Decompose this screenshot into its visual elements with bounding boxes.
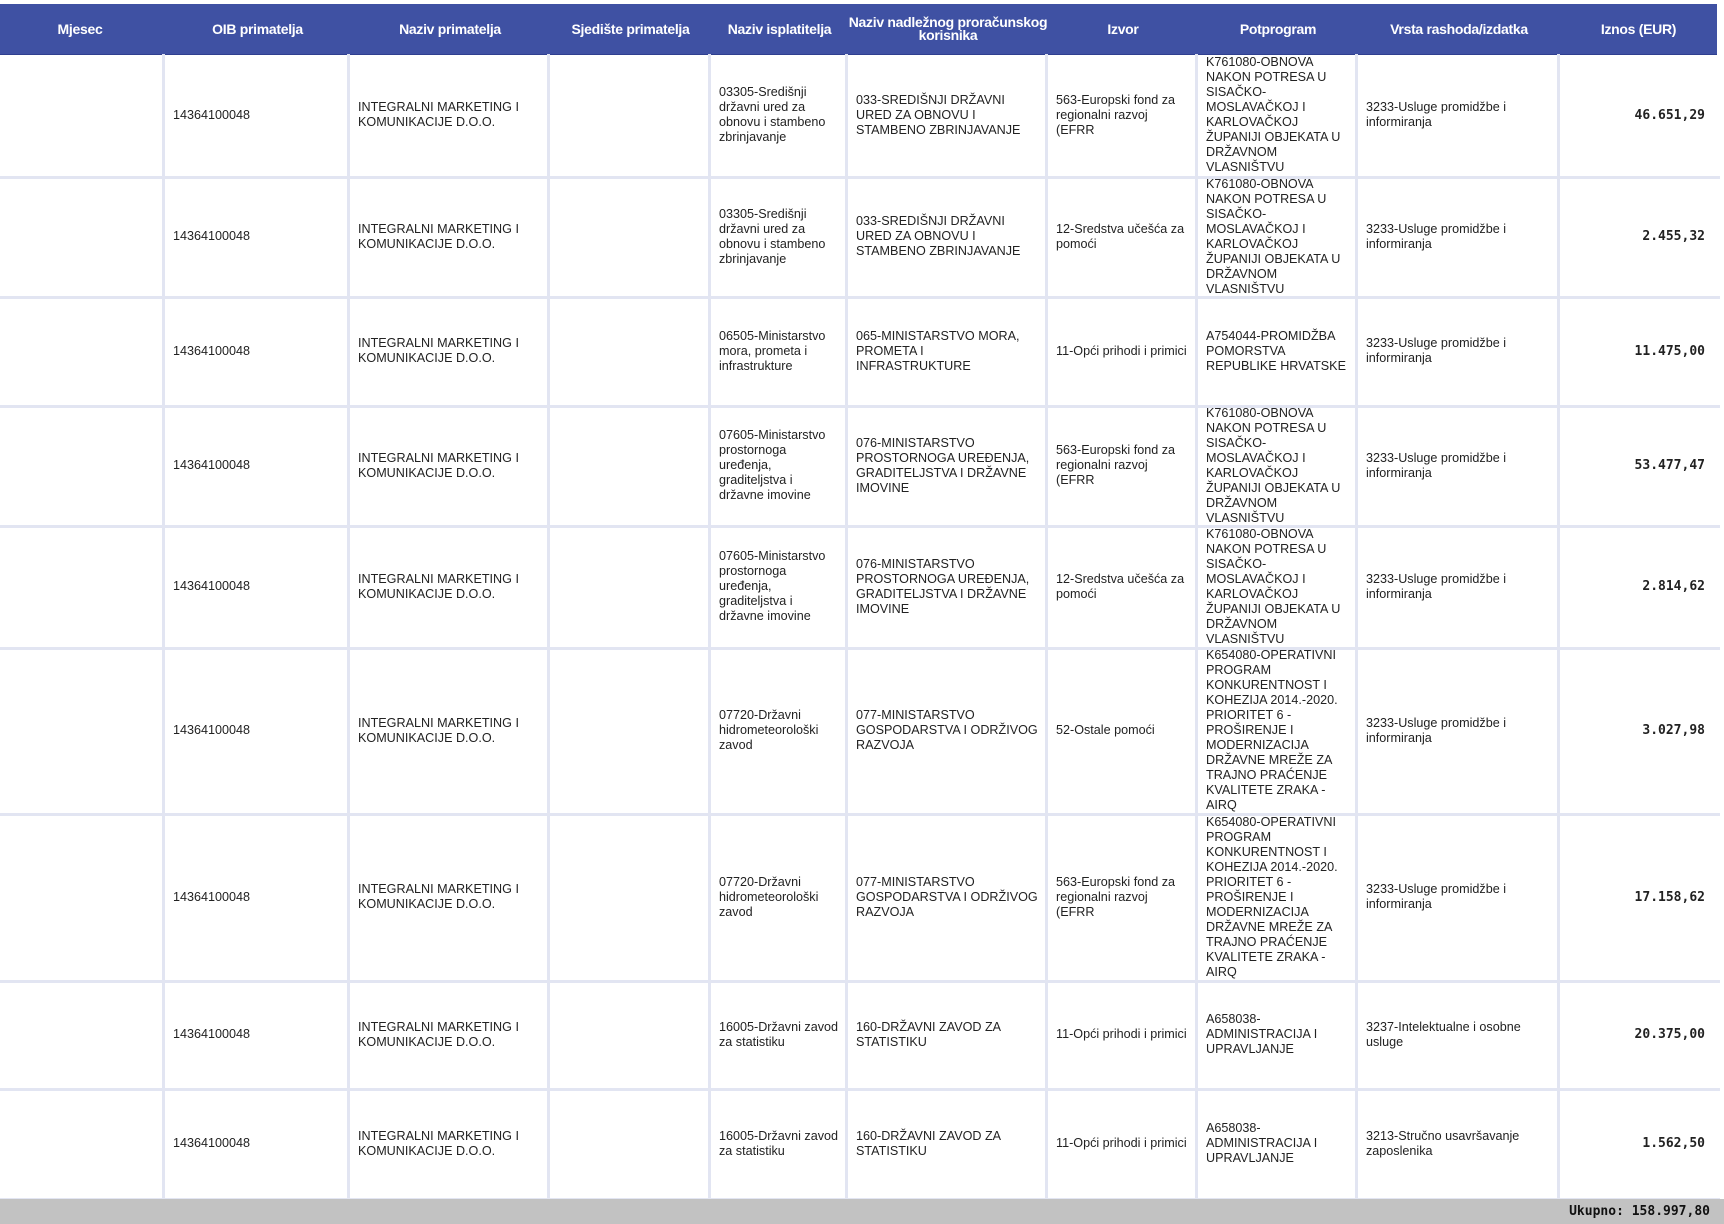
total-amount: Ukupno: 158.997,80 [1569, 1204, 1710, 1219]
subprogram-cell-text: K654080-OPERATIVNI PROGRAM KONKURENTNOST I KOHEZIJA 2014.-2020. PRIORITET 6 - PROŠIRENJE I MODERNIZACIJA DRŽAVNE MREŽE ZA TRAJNO PRAĆENJE KVALITETE ZRAKA - AIRQ [1206, 814, 1338, 979]
payer-name-cell-text: 03305-Središnji državni ured za obnovu i stambeno zbrinjavanje [719, 85, 826, 144]
expense-type-cell [1358, 526, 1560, 647]
budget-user-cell [848, 526, 1048, 647]
recipient-name-cell-text: INTEGRALNI MARKETING I KOMUNIKACIJE D.O.O. [358, 882, 519, 911]
oib-cell [165, 648, 350, 813]
amount-cell-text: 17.158,62 [1634, 889, 1705, 905]
budget-user-cell-text: 033-SREDIŠNJI DRŽAVNI URED ZA OBNOVU I STAMBENO ZBRINJAVANJE [856, 214, 1021, 258]
table-row [0, 1089, 1724, 1198]
payer-name-cell-text: 07720-Državni hidrometeorološki zavod [719, 708, 819, 752]
budget-user-cell-text: 077-MINISTARSTVO GOSPODARSTVA I ODRŽIVOG RAZVOJA [856, 874, 1038, 919]
expense-type-cell-text: 3213-Stručno usavršavanje zaposlenika [1366, 1128, 1520, 1158]
subprogram-cell [1198, 406, 1358, 525]
budget-user-cell [848, 1089, 1048, 1198]
amount-cell [1560, 648, 1717, 813]
subprogram-cell-text: K761080-OBNOVA NAKON POTRESA U SISAČKO-MOSLAVAČKOJ I KARLOVAČKOJ ŽUPANIJI OBJEKATA U DRŽAVNOM VLASNIŠTVU [1206, 406, 1341, 525]
subprogram-cell-text: A658038-ADMINISTRACIJA I UPRAVLJANJE [1206, 1121, 1318, 1165]
table-row [0, 526, 1724, 647]
source-cell-text: 12-Sredstva učešća za pomoći [1056, 571, 1185, 601]
amount-cell [1560, 177, 1717, 296]
amount-cell [1560, 526, 1717, 647]
expense-type-cell [1358, 1089, 1560, 1198]
table-row [0, 981, 1724, 1088]
source-cell [1048, 981, 1198, 1088]
source-cell [1048, 406, 1198, 525]
source-cell-text: 11-Opći prihodi i primici [1056, 1136, 1187, 1150]
header-amount[interactable]: Iznos (EUR) [1600, 20, 1677, 37]
expense-type-cell [1358, 648, 1560, 813]
amount-cell [1560, 54, 1717, 176]
mjesec-cell [0, 981, 165, 1088]
payer-name-cell-text: 03305-Središnji državni ured za obnovu i stambeno zbrinjavanje [719, 206, 826, 266]
recipient-seat-cell [550, 297, 711, 405]
expense-type-cell-text: 3233-Usluge promidžbe i informiranja [1366, 336, 1507, 365]
amount-cell-text: 2.814,62 [1642, 579, 1705, 594]
subprogram-cell-text: K761080-OBNOVA NAKON POTRESA U SISAČKO-MOSLAVAČKOJ I KARLOVAČKOJ ŽUPANIJI OBJEKATA U DRŽAVNOM VLASNIŠTVU [1206, 177, 1341, 296]
budget-user-cell-text: 160-DRŽAVNI ZAVOD ZA STATISTIKU [856, 1128, 1001, 1158]
source-cell-text: 563-Europski fond za regionalni razvoj (EFRR [1056, 443, 1176, 487]
recipient-name-cell [350, 406, 550, 525]
amount-cell-text: 1.562,50 [1642, 1136, 1705, 1151]
budget-user-cell-text: 065-MINISTARSTVO MORA, PROMETA I INFRASTRUKTURE [856, 328, 1020, 373]
table-row [0, 177, 1724, 296]
table-row [0, 54, 1724, 176]
payer-name-cell [711, 814, 848, 980]
source-cell-text: 563-Europski fond za regionalni razvoj (EFRR [1056, 874, 1176, 919]
header-expense-type[interactable]: Vrsta rashoda/izdatka [1390, 20, 1528, 37]
budget-user-cell [848, 177, 1048, 296]
oib-cell-text: 14364100048 [173, 1027, 251, 1041]
amount-cell-text: 20.375,00 [1634, 1027, 1705, 1042]
source-cell [1048, 1089, 1198, 1198]
recipient-name-cell [350, 297, 550, 405]
oib-cell [165, 177, 350, 296]
expense-type-cell-text: 3233-Usluge promidžbe i informiranja [1366, 715, 1507, 745]
oib-cell-text: 14364100048 [173, 723, 251, 737]
budget-user-cell [848, 406, 1048, 525]
subprogram-cell-text: K761080-OBNOVA NAKON POTRESA U SISAČKO-MOSLAVAČKOJ I KARLOVAČKOJ ŽUPANIJI OBJEKATA U DRŽAVNOM VLASNIŠTVU [1206, 526, 1341, 646]
amount-cell-text: 11.475,00 [1634, 343, 1705, 359]
amount-cell-text: 2.455,32 [1642, 229, 1705, 244]
source-cell [1048, 526, 1198, 647]
expense-type-cell-text: 3233-Usluge promidžbe i informiranja [1366, 221, 1507, 251]
recipient-seat-cell [550, 648, 711, 813]
payer-name-cell-text: 16005-Državni zavod za statistiku [719, 1019, 839, 1049]
subprogram-cell [1198, 981, 1358, 1088]
subprogram-cell-text: A658038-ADMINISTRACIJA I UPRAVLJANJE [1206, 1012, 1318, 1056]
source-cell [1048, 648, 1198, 813]
mjesec-cell [0, 1089, 165, 1198]
recipient-name-cell-text: INTEGRALNI MARKETING I KOMUNIKACIJE D.O.O. [358, 336, 519, 365]
payer-name-cell [711, 1089, 848, 1198]
recipient-seat-cell [550, 981, 711, 1088]
header-recipient-seat[interactable]: Sjedište primatelja [571, 20, 690, 37]
recipient-name-cell [350, 177, 550, 296]
oib-cell-text: 14364100048 [173, 107, 251, 122]
expense-type-cell [1358, 177, 1560, 296]
recipient-seat-cell [550, 814, 711, 980]
budget-user-cell [848, 814, 1048, 980]
source-cell [1048, 54, 1198, 176]
subprogram-cell [1198, 648, 1358, 813]
recipient-name-cell [350, 981, 550, 1088]
recipient-name-cell [350, 648, 550, 813]
recipient-name-cell-text: INTEGRALNI MARKETING I KOMUNIKACIJE D.O.O. [358, 1128, 519, 1158]
source-cell [1048, 177, 1198, 296]
recipient-name-cell-text: INTEGRALNI MARKETING I KOMUNIKACIJE D.O.O. [358, 221, 519, 251]
mjesec-cell [0, 54, 165, 176]
expense-type-cell-text: 3233-Usluge promidžbe i informiranja [1366, 100, 1507, 129]
header-subprogram[interactable]: Potprogram [1239, 20, 1317, 37]
amount-cell [1560, 297, 1717, 405]
expense-type-cell-text: 3237-Intelektualne i osobne usluge [1366, 1019, 1521, 1049]
expense-type-cell-text: 3233-Usluge promidžbe i informiranja [1366, 450, 1507, 480]
mjesec-cell [0, 406, 165, 525]
mjesec-cell [0, 526, 165, 647]
payer-name-cell [711, 981, 848, 1088]
oib-cell [165, 54, 350, 176]
amount-cell-text: 3.027,98 [1642, 723, 1705, 738]
table-row [0, 297, 1724, 405]
oib-cell [165, 981, 350, 1088]
expense-type-cell [1358, 814, 1560, 980]
payer-name-cell-text: 07720-Državni hidrometeorološki zavod [719, 874, 819, 919]
budget-user-cell-text: 033-SREDIŠNJI DRŽAVNI URED ZA OBNOVU I STAMBENO ZBRINJAVANJE [856, 92, 1021, 137]
oib-cell [165, 1089, 350, 1198]
source-cell-text: 563-Europski fond za regionalni razvoj (EFRR [1056, 92, 1176, 137]
budget-user-cell-text: 077-MINISTARSTVO GOSPODARSTVA I ODRŽIVOG RAZVOJA [856, 708, 1038, 752]
budget-user-cell-text: 160-DRŽAVNI ZAVOD ZA STATISTIKU [856, 1019, 1001, 1049]
recipient-name-cell [350, 1089, 550, 1198]
source-cell-text: 12-Sredstva učešća za pomoći [1056, 221, 1185, 251]
recipient-name-cell-text: INTEGRALNI MARKETING I KOMUNIKACIJE D.O.O. [358, 450, 519, 480]
payer-name-cell [711, 54, 848, 176]
recipient-seat-cell [550, 54, 711, 176]
budget-user-cell [848, 297, 1048, 405]
oib-cell-text: 14364100048 [173, 1136, 251, 1150]
table-header-row [0, 4, 1717, 55]
recipient-seat-cell [550, 1089, 711, 1198]
oib-cell-text: 14364100048 [173, 343, 251, 358]
subprogram-cell [1198, 526, 1358, 647]
recipient-seat-cell [550, 526, 711, 647]
header-payer-name[interactable]: Naziv isplatitelja [727, 20, 832, 37]
source-cell-text: 52-Ostale pomoći [1056, 723, 1155, 737]
payer-name-cell-text: 06505-Ministarstvo mora, prometa i infrastrukture [719, 328, 826, 373]
budget-user-cell [848, 981, 1048, 1088]
recipient-name-cell-text: INTEGRALNI MARKETING I KOMUNIKACIJE D.O.O. [358, 571, 519, 601]
amount-cell-text: 53.477,47 [1634, 458, 1705, 473]
expense-type-cell [1358, 406, 1560, 525]
budget-user-cell-text: 076-MINISTARSTVO PROSTORNOGA UREĐENJA, GRADITELJSTVA I DRŽAVNE IMOVINE [856, 556, 1030, 616]
amount-cell-text: 46.651,29 [1634, 107, 1705, 123]
oib-cell-text: 14364100048 [173, 889, 251, 904]
payer-name-cell [711, 526, 848, 647]
oib-cell-text: 14364100048 [173, 579, 251, 593]
payer-name-cell [711, 406, 848, 525]
header-source[interactable]: Izvor [1107, 20, 1139, 37]
recipient-name-cell [350, 526, 550, 647]
recipient-name-cell-text: INTEGRALNI MARKETING I KOMUNIKACIJE D.O.O. [358, 1019, 519, 1049]
source-cell-text: 11-Opći prihodi i primici [1056, 1027, 1187, 1041]
subprogram-cell-text: K761080-OBNOVA NAKON POTRESA U SISAČKO-MOSLAVAČKOJ I KARLOVAČKOJ ŽUPANIJI OBJEKATA U DRŽAVNOM VLASNIŠTVU [1206, 55, 1341, 174]
recipient-seat-cell [550, 177, 711, 296]
subprogram-cell-text: A754044-PROMIDŽBA POMORSTVA REPUBLIKE HRVATSKE [1206, 328, 1346, 373]
oib-cell-text: 14364100048 [173, 458, 251, 472]
expense-type-cell [1358, 981, 1560, 1088]
amount-cell [1560, 406, 1717, 525]
recipient-name-cell-text: INTEGRALNI MARKETING I KOMUNIKACIJE D.O.O. [358, 715, 519, 745]
oib-cell [165, 526, 350, 647]
payer-name-cell-text: 07605-Ministarstvo prostornoga uređenja, graditeljstva i državne imovine [719, 428, 826, 502]
source-cell [1048, 297, 1198, 405]
oib-cell [165, 297, 350, 405]
expense-type-cell [1358, 297, 1560, 405]
source-cell [1048, 814, 1198, 980]
recipient-seat-cell [550, 406, 711, 525]
subprogram-cell [1198, 297, 1358, 405]
mjesec-cell [0, 177, 165, 296]
table-footer-row [0, 1199, 1724, 1224]
amount-cell [1560, 814, 1717, 980]
header-budget-user[interactable]: Naziv nadležnog proračunskog korisnika [848, 14, 1048, 43]
budget-user-cell [848, 54, 1048, 176]
amount-cell [1560, 1089, 1717, 1198]
budget-user-cell [848, 648, 1048, 813]
header-recipient-name[interactable]: Naziv primatelja [399, 20, 501, 37]
mjesec-cell [0, 648, 165, 813]
payer-name-cell-text: 07605-Ministarstvo prostornoga uređenja, graditeljstva i državne imovine [719, 549, 826, 623]
payer-name-cell [711, 297, 848, 405]
payer-name-cell-text: 16005-Državni zavod za statistiku [719, 1128, 839, 1158]
amount-cell [1560, 981, 1717, 1088]
mjesec-cell [0, 297, 165, 405]
subprogram-cell [1198, 814, 1358, 980]
expense-type-cell-text: 3233-Usluge promidžbe i informiranja [1366, 571, 1507, 601]
budget-user-cell-text: 076-MINISTARSTVO PROSTORNOGA UREĐENJA, GRADITELJSTVA I DRŽAVNE IMOVINE [856, 435, 1030, 495]
header-mjesec[interactable]: Mjesec [57, 20, 103, 37]
oib-cell-text: 14364100048 [173, 229, 251, 243]
subprogram-cell-text: K654080-OPERATIVNI PROGRAM KONKURENTNOST I KOHEZIJA 2014.-2020. PRIORITET 6 - PROŠIRENJE I MODERNIZACIJA DRŽAVNE MREŽE ZA TRAJNO PRAĆENJE KVALITETE ZRAKA - AIRQ [1206, 648, 1338, 812]
recipient-name-cell [350, 814, 550, 980]
payer-name-cell [711, 177, 848, 296]
recipient-name-cell-text: INTEGRALNI MARKETING I KOMUNIKACIJE D.O.O. [358, 100, 519, 129]
subprogram-cell [1198, 177, 1358, 296]
subprogram-cell [1198, 54, 1358, 176]
table-row [0, 814, 1724, 980]
subprogram-cell [1198, 1089, 1358, 1198]
expense-type-cell-text: 3233-Usluge promidžbe i informiranja [1366, 882, 1507, 911]
expense-type-cell [1358, 54, 1560, 176]
table-row [0, 648, 1724, 813]
recipient-name-cell [350, 54, 550, 176]
mjesec-cell [0, 814, 165, 980]
oib-cell [165, 406, 350, 525]
table-row [0, 406, 1724, 525]
oib-cell [165, 814, 350, 980]
header-oib[interactable]: OIB primatelja [212, 20, 303, 37]
payer-name-cell [711, 648, 848, 813]
source-cell-text: 11-Opći prihodi i primici [1056, 343, 1187, 358]
